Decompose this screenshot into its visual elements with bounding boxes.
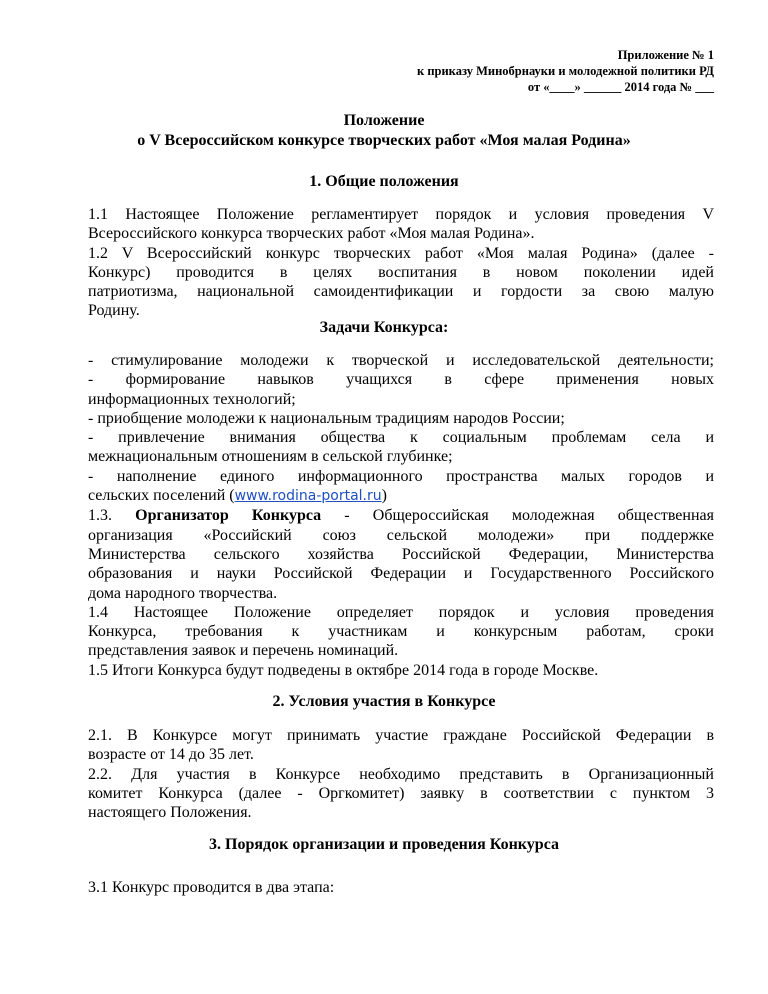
task-item: - формирование навыков учащихся в сфере применения новых [88,371,714,389]
document-subtitle: о V Всероссийском конкурсе творческих работ «Моя малая Родина» [137,132,631,149]
tasks-list: - стимулирование молодежи к творческой и исследовательской деятельности; - формирование навыков учащихся в сфере применения новых информационных технологий; - приобщение молодежи к национальным традициям народов России; - привлечение внимания общества к социальным проблемам села и межнациональным отношениям в сельской глубинке; - наполнение единого информационного пространства малых городов и сельских поселений (www.rodina-portal.ru) 1.3. Организатор Конкурса - Общероссийская молодежная общественная организация «Российский союз сельской молодежи» при поддержке Министерства сельского хозяйства Российской Федерации, Министерства образования и науки Российской Федерации и Государственного Российского дома народного творчества. 1.4 Настоящее Положение определяет порядок и условия проведения Конкурса, требования к участникам и конкурсным работам, сроки представления заявок и перечень номинаций. 1.5 Итоги Конкурса будут подведены в октябре 2014 года в городе Москве. [88,352,714,679]
task-item: - наполнение единого информационного пространства малых городов и [88,467,714,485]
paragraph-1-3: 1.3. Организатор Конкурса - Общероссийская молодежная общественная [88,507,714,525]
order-reference: к приказу Минобрнауки и молодежной политики РД [417,64,714,78]
paragraph-2-2: 2.2. Для участия в Конкурсе необходимо представить в Организационный [88,765,714,783]
paragraph-1-1: 1.1 Настоящее Положение регламентирует порядок и условия проведения V Всероссийского конкурса творческих работ «Моя малая Родина». [88,206,714,243]
paragraph-1-5: 1.5 Итоги Конкурса будут подведены в октябре 2014 года в городе Москве. [88,661,599,679]
task-item: - приобщение молодежи к национальным традициям народов России; [88,409,565,427]
section-2-heading: 2. Условия участия в Конкурсе [272,693,496,710]
paragraph-3-1: 3.1 Конкурс проводится в два этапа: [88,879,335,896]
order-date-line: от «____» ______ 2014 года № ___ [527,80,714,94]
appendix-number: Приложение № 1 [617,48,714,62]
section-1-heading: 1. Общие положения [309,173,459,190]
task-item: - стимулирование молодежи к творческой и исследовательской деятельности; [88,352,714,369]
task-item: - привлечение внимания общества к социальным проблемам села и [88,429,714,447]
section-3-heading: 3. Порядок организации и проведения Конкурса [209,836,559,853]
paragraph-1-2: 1.2 V Всероссийский конкурс творческих работ «Моя малая Родина» (далее - Конкурс) проводится в целях воспитания в новом поколении идей патриотизма, национальной самоидентификации и гордости за свою малую Родину. [88,244,714,320]
tasks-heading: Задачи Конкурса: [319,319,449,336]
document-title: Положение [343,112,425,129]
portal-link[interactable]: www.rodina-portal.ru [234,488,382,505]
paragraph-2-1: 2.1. В Конкурсе могут принимать участие граждане Российской Федерации в возрасте от 14 до 35 лет. 2.2. Для участия в Конкурсе необходимо представить в Организационный комитет Конкурса (далее - Оргкомитет) заявку в соответствии с пунктом 3 настоящего Положения. [88,727,714,822]
paragraph-1-4: 1.4 Настоящее Положение определяет порядок и условия проведения [88,603,714,621]
